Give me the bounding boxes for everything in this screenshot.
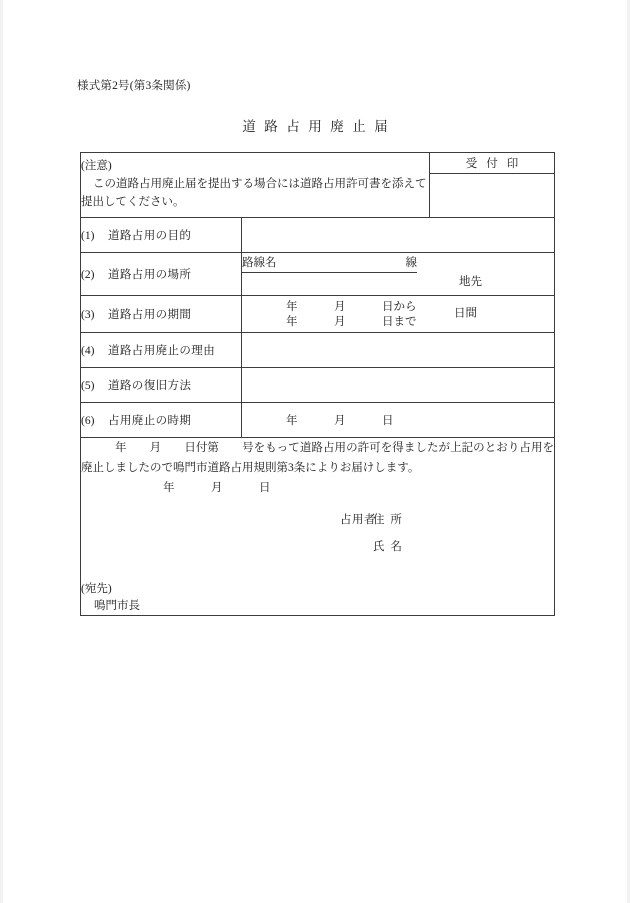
statement-paragraph: 年 月 日付第 号をもって道路占用の許可を得ましたが上記のとおり占用を廃止しましたので鳴門市道路占用規則第3条によりお届けします。 (81, 441, 554, 474)
signature-block (81, 515, 554, 569)
label-period (81, 295, 242, 332)
route-name-label: 路線名 (242, 257, 277, 269)
period-from-day: 日から (382, 300, 417, 313)
table-row-period (81, 295, 555, 332)
row-index-5: (5) (81, 379, 95, 392)
statement-date-day: 日 (259, 481, 271, 494)
table-row-statement (81, 437, 555, 616)
receipt-stamp-header: 受付印 (430, 153, 555, 174)
vicinity-label: 地先 (459, 276, 482, 288)
statement-date-month: 月 (211, 481, 223, 494)
row-index-3: (3) (81, 308, 95, 321)
row-label-1: 道路占用の目的 (108, 230, 192, 242)
statement-date[interactable] (81, 479, 554, 498)
period-from-row (242, 299, 554, 314)
signature-address-row[interactable] (81, 515, 554, 542)
statement-date-year: 年 (163, 481, 175, 494)
period-from-year: 年 (286, 300, 298, 313)
value-abolition-date[interactable] (242, 402, 555, 437)
route-name-line (242, 256, 417, 273)
value-reason[interactable] (242, 332, 555, 367)
value-period[interactable] (242, 295, 555, 332)
table-row-location (81, 253, 555, 296)
row-index-4: (4) (81, 344, 95, 357)
period-field (242, 296, 554, 332)
route-name-suffix: 線 (405, 257, 417, 269)
addressee-name: 鳴門市長 (94, 600, 140, 613)
table-row-note (81, 153, 555, 174)
value-purpose[interactable] (242, 218, 555, 253)
page-title: 道路占用廃止届 (242, 119, 397, 134)
table-row-purpose (81, 218, 555, 253)
row-label-6: 占用廃止の時期 (108, 414, 192, 427)
addressee-block (81, 581, 554, 616)
statement-cell (81, 437, 555, 616)
row-label-4: 道路占用廃止の理由 (108, 344, 216, 357)
period-days-unit: 日間 (454, 307, 477, 320)
note-heading: (注意) (81, 160, 112, 173)
label-purpose (81, 218, 242, 253)
row-label-2: 道路占用の場所 (108, 268, 192, 281)
value-location[interactable] (242, 253, 555, 296)
row-index-2: (2) (81, 268, 95, 281)
table-row-restoration (81, 367, 555, 402)
abolition-year: 年 (286, 414, 298, 427)
table-row-reason (81, 332, 555, 367)
addressee-heading: (宛先) (81, 582, 112, 595)
period-to-day: 日まで (382, 315, 417, 328)
document-page (3, 0, 627, 903)
road-occupancy-abolition-form (80, 152, 555, 616)
signature-name-row[interactable] (81, 542, 554, 569)
label-abolition-date (81, 402, 242, 437)
row-label-5: 道路の復旧方法 (108, 379, 192, 392)
address-label: 住所 (373, 513, 408, 526)
row-index-6: (6) (81, 414, 95, 427)
receipt-stamp-box[interactable] (430, 174, 555, 218)
abolition-day: 日 (382, 414, 394, 427)
abolition-date-field (242, 412, 554, 428)
occupant-label: 占用者 (340, 513, 376, 526)
form-number: 様式第2号(第3条関係) (77, 80, 191, 92)
note-cell (81, 153, 430, 218)
row-label-3: 道路占用の期間 (108, 308, 192, 321)
period-to-year: 年 (286, 315, 298, 328)
value-restoration[interactable] (242, 367, 555, 402)
period-from-month: 月 (334, 300, 346, 313)
period-to-row (242, 314, 554, 329)
label-reason (81, 332, 242, 367)
label-restoration (81, 367, 242, 402)
table-row-abolition-date (81, 402, 555, 437)
row-index-1: (1) (81, 230, 95, 242)
abolition-month: 月 (334, 414, 346, 427)
period-to-month: 月 (334, 315, 346, 328)
label-location (81, 253, 242, 296)
note-body: この道路占用廃止届を提出する場合には道路占用許可書を添えて提出してください。 (81, 178, 427, 208)
location-field (242, 253, 554, 295)
name-label: 氏名 (373, 540, 408, 553)
